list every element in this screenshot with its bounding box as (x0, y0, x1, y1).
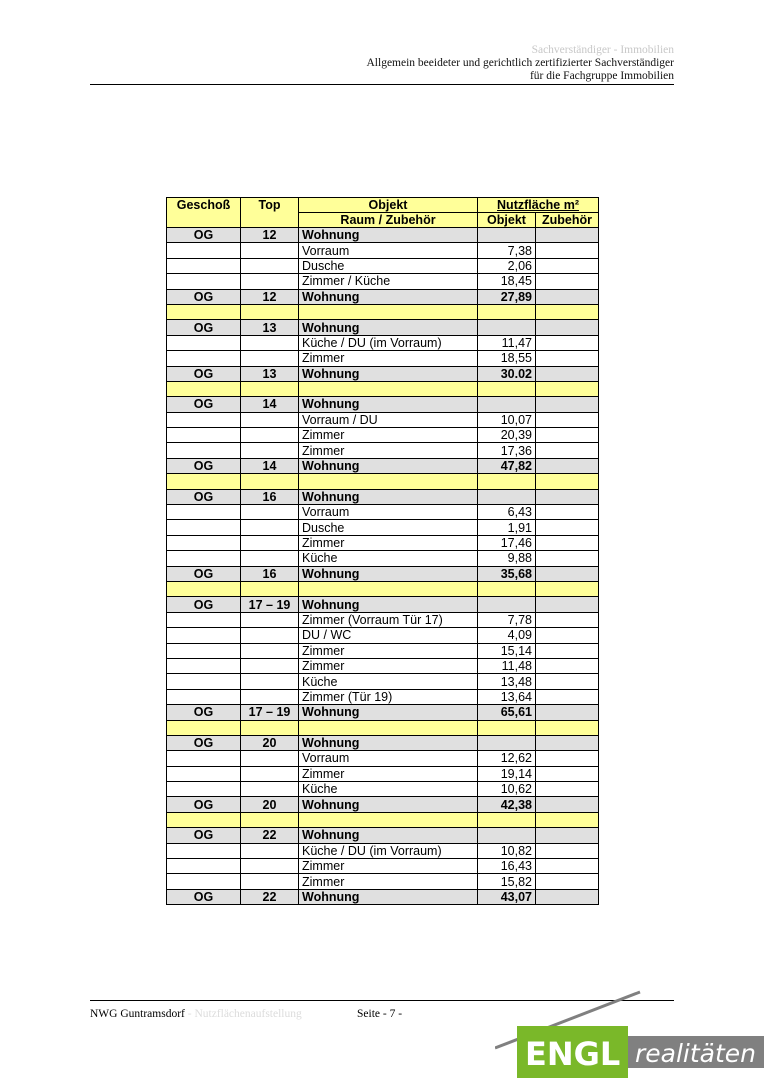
footer-faded: - Nutzflächenaufstellung (184, 1008, 302, 1020)
cell-objekt-flaeche: 10,07 (478, 412, 536, 427)
cell-zubehoer-flaeche (536, 412, 599, 427)
room-row (167, 843, 599, 858)
spacer-cell (167, 381, 241, 396)
cell-objekt: Küche (299, 782, 478, 797)
cell-zubehoer-flaeche (536, 612, 599, 627)
cell-objekt-flaeche (478, 320, 536, 335)
cell-geschoss (167, 859, 241, 874)
cell-top (241, 643, 299, 658)
cell-objekt-flaeche: 1,91 (478, 520, 536, 535)
cell-top: 13 (241, 320, 299, 335)
spacer-cell (478, 581, 536, 596)
cell-geschoss (167, 443, 241, 458)
cell-objekt: Wohnung (299, 566, 478, 581)
room-row (167, 658, 599, 673)
cell-top: 20 (241, 797, 299, 812)
cell-geschoss (167, 335, 241, 350)
spacer-cell (536, 812, 599, 827)
cell-objekt-flaeche: 6,43 (478, 505, 536, 520)
cell-objekt: Dusche (299, 520, 478, 535)
cell-zubehoer-flaeche (536, 628, 599, 643)
cell-objekt-flaeche: 15,82 (478, 874, 536, 889)
unit-total-row (167, 320, 599, 335)
cell-objekt: Vorraum / DU (299, 412, 478, 427)
cell-top (241, 274, 299, 289)
room-row (167, 243, 599, 258)
cell-top: 20 (241, 735, 299, 750)
cell-zubehoer-flaeche (536, 520, 599, 535)
cell-top: 17 – 19 (241, 597, 299, 612)
cell-objekt-flaeche: 13,48 (478, 674, 536, 689)
room-row (167, 859, 599, 874)
cell-geschoss: OG (167, 705, 241, 720)
cell-top (241, 243, 299, 258)
footer-page-number: Seite - 7 - (357, 1008, 403, 1020)
cell-geschoss (167, 505, 241, 520)
cell-zubehoer-flaeche (536, 735, 599, 750)
cell-geschoss: OG (167, 735, 241, 750)
cell-zubehoer-flaeche (536, 705, 599, 720)
cell-geschoss (167, 628, 241, 643)
cell-objekt: Vorraum (299, 505, 478, 520)
cell-zubehoer-flaeche (536, 643, 599, 658)
spacer-cell (167, 812, 241, 827)
cell-zubehoer-flaeche (536, 258, 599, 273)
cell-objekt: Wohnung (299, 366, 478, 381)
cell-objekt: Küche / DU (im Vorraum) (299, 843, 478, 858)
header-geschoss: Geschoß (167, 198, 241, 228)
cell-objekt-flaeche: 42,38 (478, 797, 536, 812)
header-line-1: Allgemein beeideter und gerichtlich zertifizierter Sachverständiger (366, 57, 674, 69)
cell-objekt: Zimmer (Tür 19) (299, 689, 478, 704)
cell-zubehoer-flaeche (536, 366, 599, 381)
unit-total-row (167, 228, 599, 243)
cell-objekt: Wohnung (299, 289, 478, 304)
cell-zubehoer-flaeche (536, 320, 599, 335)
spacer-cell (241, 581, 299, 596)
cell-objekt-flaeche: 12,62 (478, 751, 536, 766)
cell-objekt: Wohnung (299, 228, 478, 243)
spacer-cell (167, 304, 241, 319)
room-row (167, 258, 599, 273)
cell-top (241, 551, 299, 566)
spacer-cell (167, 474, 241, 489)
room-row (167, 551, 599, 566)
room-row (167, 428, 599, 443)
room-row (167, 274, 599, 289)
cell-geschoss: OG (167, 566, 241, 581)
spacer-cell (241, 474, 299, 489)
spacer-cell (478, 474, 536, 489)
footer-project: NWG Guntramsdorf (90, 1008, 185, 1020)
cell-top (241, 674, 299, 689)
room-row (167, 766, 599, 781)
cell-objekt-flaeche (478, 489, 536, 504)
header-zubehoer-col: Zubehör (536, 213, 599, 228)
cell-zubehoer-flaeche (536, 289, 599, 304)
cell-zubehoer-flaeche (536, 397, 599, 412)
cell-zubehoer-flaeche (536, 889, 599, 904)
spacer-cell (536, 581, 599, 596)
spacer-cell (241, 381, 299, 396)
cell-top: 22 (241, 889, 299, 904)
cell-top (241, 766, 299, 781)
cell-geschoss (167, 274, 241, 289)
cell-top (241, 859, 299, 874)
cell-objekt: Wohnung (299, 397, 478, 412)
spacer-cell (299, 581, 478, 596)
cell-objekt-flaeche: 35,68 (478, 566, 536, 581)
cell-top: 14 (241, 397, 299, 412)
header-objekt: Objekt (299, 198, 478, 213)
cell-objekt: Zimmer (299, 643, 478, 658)
page-header (90, 44, 674, 83)
spacer-cell (299, 720, 478, 735)
room-row (167, 874, 599, 889)
cell-geschoss (167, 520, 241, 535)
cell-geschoss (167, 643, 241, 658)
cell-objekt-flaeche: 17,46 (478, 535, 536, 550)
spacer-cell (299, 812, 478, 827)
cell-top (241, 612, 299, 627)
header-objekt-col: Objekt (478, 213, 536, 228)
cell-zubehoer-flaeche (536, 782, 599, 797)
cell-objekt-flaeche: 4,09 (478, 628, 536, 643)
cell-top (241, 535, 299, 550)
spacer-cell (536, 304, 599, 319)
cell-geschoss (167, 689, 241, 704)
cell-objekt: Zimmer (299, 428, 478, 443)
room-row (167, 443, 599, 458)
unit-total-row (167, 366, 599, 381)
cell-zubehoer-flaeche (536, 243, 599, 258)
cell-objekt: Küche (299, 674, 478, 689)
cell-objekt-flaeche: 7,78 (478, 612, 536, 627)
cell-objekt: Küche / DU (im Vorraum) (299, 335, 478, 350)
cell-zubehoer-flaeche (536, 489, 599, 504)
cell-objekt-flaeche: 27,89 (478, 289, 536, 304)
cell-geschoss (167, 243, 241, 258)
cell-objekt: Wohnung (299, 489, 478, 504)
cell-objekt: Vorraum (299, 243, 478, 258)
cell-objekt: Wohnung (299, 797, 478, 812)
unit-total-row (167, 397, 599, 412)
cell-geschoss: OG (167, 828, 241, 843)
cell-top: 14 (241, 458, 299, 473)
cell-top (241, 843, 299, 858)
cell-objekt-flaeche: 43,07 (478, 889, 536, 904)
room-row (167, 412, 599, 427)
cell-objekt: Wohnung (299, 458, 478, 473)
cell-top (241, 658, 299, 673)
cell-zubehoer-flaeche (536, 689, 599, 704)
cell-top (241, 689, 299, 704)
cell-objekt-flaeche: 19,14 (478, 766, 536, 781)
cell-geschoss (167, 551, 241, 566)
cell-objekt: DU / WC (299, 628, 478, 643)
cell-geschoss: OG (167, 397, 241, 412)
cell-top: 12 (241, 289, 299, 304)
cell-geschoss (167, 658, 241, 673)
cell-zubehoer-flaeche (536, 874, 599, 889)
cell-top: 12 (241, 228, 299, 243)
spacer-cell (167, 581, 241, 596)
cell-objekt: Zimmer (299, 766, 478, 781)
cell-zubehoer-flaeche (536, 458, 599, 473)
cell-objekt-flaeche: 10,62 (478, 782, 536, 797)
spacer-row (167, 581, 599, 596)
header-line-2: für die Fachgruppe Immobilien (529, 70, 674, 82)
spacer-row (167, 720, 599, 735)
spacer-cell (299, 381, 478, 396)
cell-objekt: Zimmer (299, 658, 478, 673)
cell-zubehoer-flaeche (536, 443, 599, 458)
spacer-row (167, 381, 599, 396)
cell-top (241, 751, 299, 766)
spacer-cell (478, 812, 536, 827)
room-row (167, 782, 599, 797)
cell-objekt: Dusche (299, 258, 478, 273)
spacer-cell (241, 720, 299, 735)
cell-top: 13 (241, 366, 299, 381)
cell-zubehoer-flaeche (536, 859, 599, 874)
cell-zubehoer-flaeche (536, 566, 599, 581)
cell-objekt-flaeche (478, 735, 536, 750)
cell-geschoss (167, 766, 241, 781)
cell-objekt-flaeche: 11,47 (478, 335, 536, 350)
table-header-row-1 (167, 198, 599, 213)
cell-top (241, 258, 299, 273)
spacer-cell (167, 720, 241, 735)
unit-total-row (167, 705, 599, 720)
spacer-cell (536, 720, 599, 735)
cell-top: 17 – 19 (241, 705, 299, 720)
cell-objekt: Vorraum (299, 751, 478, 766)
header-rule (90, 84, 674, 85)
cell-objekt-flaeche: 65,61 (478, 705, 536, 720)
cell-top (241, 874, 299, 889)
cell-zubehoer-flaeche (536, 843, 599, 858)
cell-top: 16 (241, 489, 299, 504)
cell-geschoss (167, 535, 241, 550)
cell-geschoss (167, 874, 241, 889)
spacer-cell (299, 474, 478, 489)
cell-zubehoer-flaeche (536, 551, 599, 566)
room-row (167, 628, 599, 643)
cell-top (241, 505, 299, 520)
cell-objekt: Zimmer (Vorraum Tür 17) (299, 612, 478, 627)
cell-zubehoer-flaeche (536, 335, 599, 350)
header-raum-zubehoer: Raum / Zubehör (299, 213, 478, 228)
cell-objekt: Zimmer (299, 535, 478, 550)
cell-zubehoer-flaeche (536, 505, 599, 520)
cell-objekt-flaeche: 20,39 (478, 428, 536, 443)
cell-geschoss (167, 428, 241, 443)
cell-geschoss: OG (167, 366, 241, 381)
cell-objekt-flaeche: 18,45 (478, 274, 536, 289)
cell-objekt-flaeche: 11,48 (478, 658, 536, 673)
room-row (167, 643, 599, 658)
cell-zubehoer-flaeche (536, 828, 599, 843)
cell-objekt: Zimmer (299, 859, 478, 874)
cell-objekt: Zimmer (299, 874, 478, 889)
cell-top (241, 443, 299, 458)
cell-top: 22 (241, 828, 299, 843)
cell-objekt-flaeche: 30.02 (478, 366, 536, 381)
cell-top: 16 (241, 566, 299, 581)
cell-zubehoer-flaeche (536, 351, 599, 366)
room-row (167, 612, 599, 627)
cell-zubehoer-flaeche (536, 428, 599, 443)
cell-top (241, 520, 299, 535)
cell-objekt-flaeche: 47,82 (478, 458, 536, 473)
cell-geschoss: OG (167, 889, 241, 904)
room-row (167, 689, 599, 704)
cell-objekt-flaeche (478, 828, 536, 843)
cell-geschoss: OG (167, 320, 241, 335)
cell-zubehoer-flaeche (536, 658, 599, 673)
cell-geschoss: OG (167, 289, 241, 304)
footer-left (90, 1008, 302, 1020)
spacer-cell (478, 381, 536, 396)
header-nutzflaeche: Nutzfläche m² (478, 198, 599, 213)
spacer-row (167, 812, 599, 827)
cell-objekt: Wohnung (299, 889, 478, 904)
spacer-cell (299, 304, 478, 319)
cell-zubehoer-flaeche (536, 535, 599, 550)
unit-total-row (167, 828, 599, 843)
cell-objekt-flaeche: 7,38 (478, 243, 536, 258)
logo-brand-text: ENGL (525, 1035, 621, 1073)
cell-zubehoer-flaeche (536, 597, 599, 612)
cell-geschoss: OG (167, 458, 241, 473)
cell-objekt-flaeche (478, 597, 536, 612)
unit-total-row (167, 735, 599, 750)
cell-objekt-flaeche: 2,06 (478, 258, 536, 273)
cell-objekt: Wohnung (299, 597, 478, 612)
cell-objekt-flaeche: 9,88 (478, 551, 536, 566)
cell-zubehoer-flaeche (536, 228, 599, 243)
cell-geschoss: OG (167, 489, 241, 504)
spacer-cell (478, 304, 536, 319)
cell-geschoss: OG (167, 797, 241, 812)
spacer-row (167, 474, 599, 489)
cell-objekt-flaeche: 16,43 (478, 859, 536, 874)
unit-total-row (167, 889, 599, 904)
cell-top (241, 351, 299, 366)
cell-objekt-flaeche: 18,55 (478, 351, 536, 366)
nutzflaechen-table (166, 197, 599, 905)
cell-objekt: Zimmer (299, 351, 478, 366)
cell-top (241, 412, 299, 427)
cell-geschoss: OG (167, 228, 241, 243)
unit-total-row (167, 289, 599, 304)
room-row (167, 751, 599, 766)
cell-objekt: Wohnung (299, 828, 478, 843)
cell-geschoss: OG (167, 597, 241, 612)
room-row (167, 505, 599, 520)
spacer-cell (536, 381, 599, 396)
cell-zubehoer-flaeche (536, 766, 599, 781)
cell-objekt-flaeche: 15,14 (478, 643, 536, 658)
spacer-cell (478, 720, 536, 735)
spacer-cell (241, 304, 299, 319)
logo-sub-text: realitäten (635, 1039, 757, 1068)
cell-objekt-flaeche (478, 397, 536, 412)
cell-zubehoer-flaeche (536, 797, 599, 812)
cell-top (241, 428, 299, 443)
unit-total-row (167, 797, 599, 812)
cell-objekt: Wohnung (299, 320, 478, 335)
spacer-row (167, 304, 599, 319)
cell-top (241, 335, 299, 350)
cell-geschoss (167, 782, 241, 797)
header-faded-line: Sachverständiger - Immobilien (531, 44, 674, 56)
cell-geschoss (167, 612, 241, 627)
cell-objekt: Wohnung (299, 705, 478, 720)
cell-objekt-flaeche: 17,36 (478, 443, 536, 458)
room-row (167, 335, 599, 350)
unit-total-row (167, 597, 599, 612)
spacer-cell (241, 812, 299, 827)
header-top: Top (241, 198, 299, 228)
cell-geschoss (167, 351, 241, 366)
cell-zubehoer-flaeche (536, 674, 599, 689)
unit-total-row (167, 489, 599, 504)
cell-objekt-flaeche: 10,82 (478, 843, 536, 858)
room-row (167, 674, 599, 689)
spacer-cell (536, 474, 599, 489)
cell-objekt-flaeche (478, 228, 536, 243)
cell-objekt-flaeche: 13,64 (478, 689, 536, 704)
engl-realitaeten-logo (495, 990, 764, 1080)
cell-geschoss (167, 674, 241, 689)
cell-geschoss (167, 751, 241, 766)
unit-total-row (167, 566, 599, 581)
room-row (167, 520, 599, 535)
cell-objekt: Wohnung (299, 735, 478, 750)
cell-top (241, 782, 299, 797)
cell-zubehoer-flaeche (536, 751, 599, 766)
cell-top (241, 628, 299, 643)
unit-total-row (167, 458, 599, 473)
cell-geschoss (167, 412, 241, 427)
cell-geschoss (167, 843, 241, 858)
cell-objekt: Zimmer / Küche (299, 274, 478, 289)
room-row (167, 535, 599, 550)
cell-objekt: Zimmer (299, 443, 478, 458)
cell-zubehoer-flaeche (536, 274, 599, 289)
cell-objekt: Küche (299, 551, 478, 566)
room-row (167, 351, 599, 366)
cell-geschoss (167, 258, 241, 273)
